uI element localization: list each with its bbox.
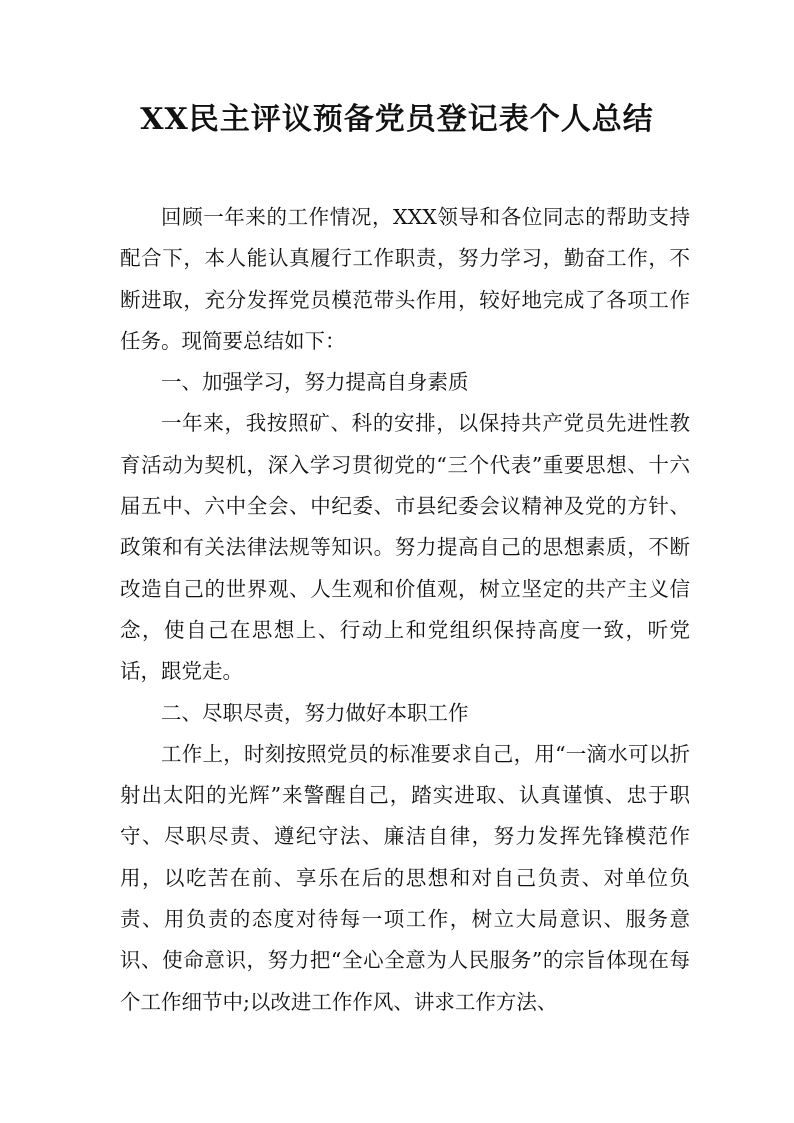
section-heading-1: 一、加强学习，努力提高自身素质 (161, 370, 469, 395)
document-title: XX民主评议预备党员登记表个人总结 (140, 102, 654, 137)
paragraph-intro: 回顾一年来的工作情况，XXX领导和各位同志的帮助支持配合下，本人能认真履行工作职责，努力学习，勤奋工作，不断进取，充分发挥党员模范带头作用，较好地完成了各项工作任务。现简要总结如下： (120, 205, 690, 353)
paragraph-study: 一年来，我按照矿、科的安排，以保持共产党员先进性教育活动为契机，深入学习贯彻党的“三个代表”重要思想、十六届五中、六中全会、中纪委、市县纪委会议精神及党的方针、政策和有关法律法规等知识。努力提高自己的思想素质，不断改造自己的世界观、人生观和价值观，树立坚定的共产主义信念，使自己在思想上、行动上和党组织保持高度一致，听党话，跟党走。 (120, 411, 690, 684)
document-body (120, 197, 690, 1023)
paragraph-work: 工作上，时刻按照党员的标准要求自己，用“一滴水可以折射出太阳的光辉”来警醒自己，踏实进取、认真谨慎、忠于职守、尽职尽责、遵纪守法、廉洁自律，努力发挥先锋模范作用，以吃苦在前、享乐在后的思想和对自己负责、对单位负责、用负责的态度对待每一项工作，树立大局意识、服务意识、使命意识，努力把“全心全意为人民服务”的宗旨体现在每个工作细节中;以改进工作作风、讲求工作方法、 (120, 741, 690, 1014)
section-heading-2: 二、尽职尽责，努力做好本职工作 (161, 700, 469, 725)
